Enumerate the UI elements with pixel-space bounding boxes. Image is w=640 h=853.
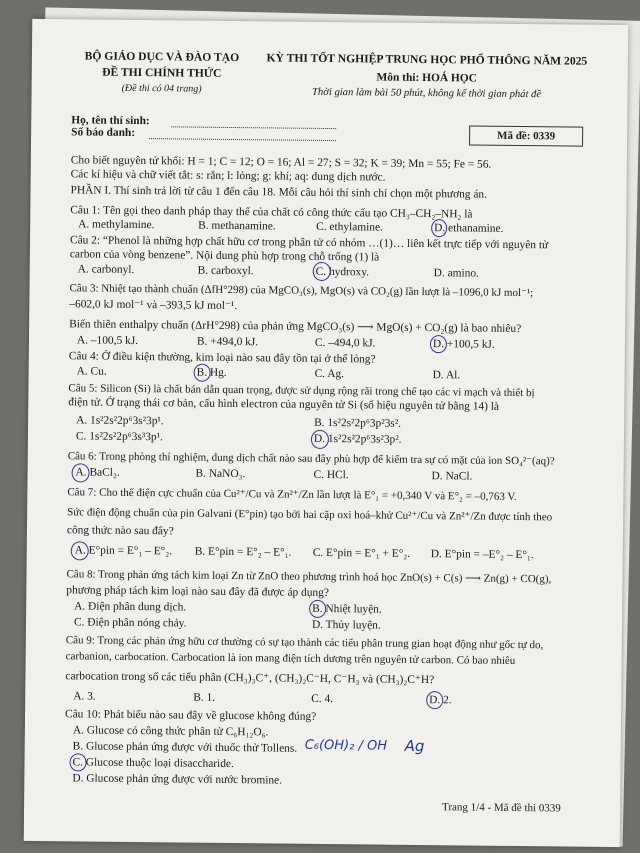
q1-a: A. methylamine. <box>78 218 155 232</box>
q2-stem1: Câu 2: “Phenol là những hợp chất hữu cơ trong phân tử có nhóm …(1)… liên kết trực tiếp với nguyên tử <box>69 234 549 252</box>
q2-answer-mark <box>313 262 331 281</box>
q1-answer-mark <box>431 219 447 237</box>
q7-d: D. E°pin = –E°₂ – E°₁. <box>430 548 534 562</box>
q8-c: C. Điện phân nóng chảy. <box>73 616 187 630</box>
q8-answer-mark <box>309 600 326 618</box>
q9-answer-mark <box>426 691 443 709</box>
id-line <box>149 138 336 141</box>
name-label: Họ, tên thí sinh: <box>71 114 150 128</box>
q5-b: B. 1s²2s²2p⁶3p²3s². <box>314 416 402 430</box>
q3-stem1: Câu 3: Nhiệt tạo thành chuẩn (ΔfH°298) của MgCO₃(s), MgO(s) và CO₂(g) lần lượt là –1096,0 kJ mol⁻¹; <box>69 282 534 300</box>
q10-c: C. Glucose thuộc loại disaccharide. <box>72 756 234 771</box>
q7-stem1: Câu 7: Cho thế điện cực chuẩn của Cu²⁺/Cu và Zn²⁺/Zn lần lượt là E°₁ = +0,340 V và E°₂ = –0,763 V. <box>67 486 517 504</box>
q7-stem3: công thức nào sau đây? <box>66 524 174 538</box>
q3-d: D. +100,5 kJ. <box>432 338 495 351</box>
q5-stem1: Câu 5: Silicon (Si) là chất bán dẫn quan trọng, được sử dụng rộng rãi trong chế tạo các vi mạch và thiết bị <box>68 382 535 400</box>
time-note: Thời gian làm bài 50 phút, không kể thời gian phát đề <box>311 86 542 101</box>
q6-d: D. NaCl. <box>431 470 473 483</box>
q3-stem2: –602,0 kJ mol⁻¹ và –393,5 kJ mol⁻¹. <box>69 298 238 313</box>
q9-stem1: Câu 9: Trong các phản ứng hữu cơ thường có sự tạo thành các tiểu phân trung gian hoạt động như gốc tự do, <box>65 634 544 652</box>
q5-stem2: điện tử. Ở trạng thái cơ bản, cấu hình electron của nguyên tử Si (số hiệu nguyên tử bằng 14) là <box>68 396 500 413</box>
q8-b: B. Nhiệt luyện. <box>312 602 382 616</box>
q8-a: A. Điện phân dung dịch. <box>74 600 187 614</box>
q10-stem: Câu 10: Phát biểu nào sau đây về glucose không đúng? <box>64 708 317 723</box>
q4-stem: Câu 4: Ở điều kiện thường, kim loại nào sau đây tồn tại ở thể lỏng? <box>68 350 376 366</box>
q1-d: D. ethanamine. <box>434 222 504 235</box>
id-label: Số báo danh: <box>71 126 136 139</box>
q5-a: A. 1s²2s²2p⁶3s²3p¹. <box>76 414 164 428</box>
q4-c: C. Ag. <box>314 367 345 381</box>
ministry-name: BỘ GIÁO DỤC VÀ ĐÀO TẠO <box>84 49 240 65</box>
q4-a: A. Cu. <box>76 365 107 378</box>
q9-a: A. 3. <box>73 690 96 703</box>
exam-title: KỲ THI TỐT NGHIỆP TRUNG HỌC PHỔ THÔNG NĂM 2025 <box>266 51 588 68</box>
q2-stem2: carbon của vòng benzene”. Nội dung phù hợp trong chỗ trống (1) là <box>69 248 380 264</box>
q10-answer-mark <box>69 753 86 771</box>
q3-a: A. –100,5 kJ. <box>76 334 139 348</box>
q9-b: B. 1. <box>193 691 216 704</box>
q1-stem: Câu 1: Tên gọi theo danh pháp thay thế của chất có công thức cấu tạo CH₃–CH₂–NH₂ là <box>70 204 473 221</box>
q7-a: A. E°pin = E°₁ – E°₂. <box>74 544 173 558</box>
q7-c: C. E°pin = E°₁ + E°₂. <box>312 546 411 560</box>
handwritten-note: C₆(OH)₂ / OH <box>304 737 388 754</box>
symbols-note: Các kí hiệu và chữ viết tắt: s: rắn; l: lỏng; g: khí; aq: dung dịch nước. <box>70 168 386 184</box>
part1-instruction: PHẦN I. Thí sinh trả lời từ câu 1 đến câu 18. Mỗi câu hỏi thí sinh chỉ chọn một phương án. <box>70 184 488 201</box>
q7-stem2: Sức điện động chuẩn của pin Galvani (E°pin) tạo bởi hai cặp oxi hoá–khử Cu²⁺/Cu và Zn²⁺/Zn được tính theo <box>67 506 553 524</box>
q2-c: C. hydroxy. <box>315 265 370 279</box>
subject: Môn thi: HOÁ HỌC <box>376 71 477 85</box>
q7-answer-mark <box>71 541 89 560</box>
q7-b: B. E°pin = E°₂ – E°₁. <box>194 545 292 559</box>
q4-answer-mark <box>194 364 211 382</box>
q9-stem3: carbocation trong số các tiểu phân (CH₃)₃C⁺, (CH₃)₂C⁻H, C⁻H₃ và (CH₃)₂C⁺H? <box>65 670 435 687</box>
q10-b: B. Glucose phản ứng được với thuốc thử Tollens. <box>72 740 298 755</box>
q3-stem3: Biến thiên enthalpy chuẩn (ΔrH°298) của phản ứng MgCO₃(s) ⟶ MgO(s) + CO₂(g) là bao nhiêu? <box>69 318 522 336</box>
q2-d: D. amino. <box>433 267 479 280</box>
q4-b: B. Hg. <box>196 366 227 379</box>
official-label: ĐỀ THI CHÍNH THỨC <box>102 65 222 80</box>
q10-d: D. Glucose phản ứng được với nước bromine. <box>72 772 283 787</box>
q6-a: A. BaCl₂. <box>75 466 120 479</box>
q8-d: D. Thủy luyện. <box>311 618 381 632</box>
exam-code: Mã đề: 0339 <box>469 125 583 146</box>
q9-c: C. 4. <box>311 692 334 706</box>
q2-a: A. carbonyl. <box>77 263 135 276</box>
q6-b: B. NaNO₃. <box>195 467 246 481</box>
page-footer: Trang 1/4 - Mã đề thi 0339 <box>442 801 561 815</box>
q3-b: B. +494,0 kJ. <box>196 335 259 349</box>
q8-stem1: Câu 8: Trong phản ứng tách kim loại Zn từ ZnO theo phương trình hoá học ZnO(s) + C(s) ⟶ Zn(g) + CO(g), <box>66 568 552 586</box>
q3-c: C. –494,0 kJ. <box>314 336 376 350</box>
q10-a: A. Glucose có công thức phân tử C₆H₁₂O₆. <box>72 724 269 739</box>
q9-stem2: carbanion, carbocation. Carbocation là ion mang điện tích dương trên nguyên tử carbon. Có bao nhiêu <box>65 650 516 667</box>
q5-d: D. 1s²2s²2p⁶3s²3p². <box>313 432 402 446</box>
q8-stem2: phương pháp tách kim loại nào sau đây đã được áp dụng? <box>66 584 329 600</box>
q2-b: B. carboxyl. <box>197 264 254 278</box>
q5-c: C. 1s²2s²2p⁶3s³3p¹. <box>75 430 163 444</box>
handwritten-ag: Ag <box>404 736 425 756</box>
exam-page <box>24 19 629 847</box>
pages-note: (Đề thi có 04 trang) <box>121 82 202 95</box>
atomic-masses: Cho biết nguyên tử khối: H = 1; C = 12; O = 16; Al = 27; S = 32; K = 39; Mn = 55; Fe = 56. <box>70 154 492 171</box>
q9-d: D. 2. <box>429 694 452 707</box>
q3-answer-mark <box>430 335 447 353</box>
q5-answer-mark <box>311 430 329 449</box>
q6-c: C. HCl. <box>313 468 349 482</box>
q1-c: C. ethylamine. <box>316 220 383 234</box>
q6-stem: Câu 6: Trong phòng thí nghiệm, dung dịch chất nào sau đây phù hợp để kiểm tra sự có mặt của ion SO₄²⁻(aq)? <box>67 450 555 468</box>
q1-b: B. methanamine. <box>198 219 276 233</box>
name-line <box>171 126 336 129</box>
q6-answer-mark <box>71 463 89 482</box>
q4-d: D. Al. <box>432 369 461 382</box>
